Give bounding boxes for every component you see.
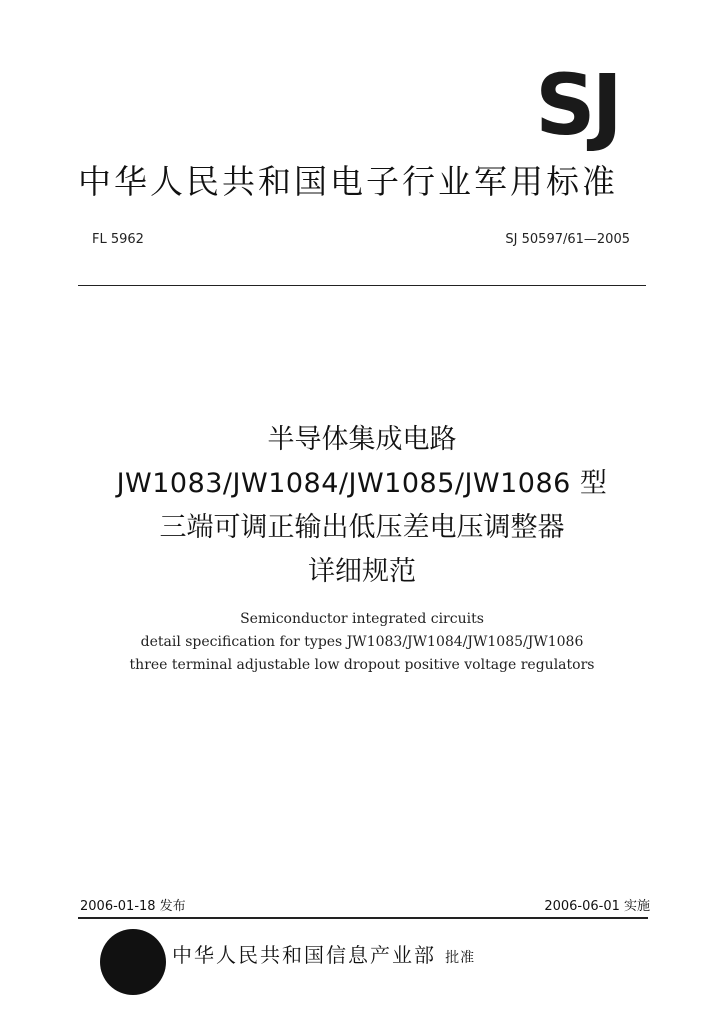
chinese-title [62, 418, 662, 594]
english-title-line-3: three terminal adjustable low dropout positive voltage regulators [129, 657, 595, 673]
standard-number: SJ 50597/61—2005 [505, 232, 630, 247]
effective-date: 2006-06-01 实施 [544, 899, 650, 914]
issuing-authority [172, 940, 572, 973]
english-title [62, 608, 662, 677]
seal-emblem [100, 929, 166, 995]
dates-row [80, 898, 650, 915]
standard-category-title: 中华人民共和国电子行业军用标准 [78, 162, 618, 201]
footer-divider [78, 917, 648, 919]
title-line-4: 详细规范 [308, 556, 416, 587]
issuer-approval: 批准 [445, 950, 476, 966]
title-line-2: JW1083/JW1084/JW1085/JW1086 型 [116, 468, 608, 499]
sj-logo: SJ [535, 56, 619, 154]
issuer-name: 中华人民共和国信息产业部 [172, 943, 436, 967]
issue-date: 2006-01-18 发布 [80, 899, 186, 914]
english-title-line-1: Semiconductor integrated circuits [240, 611, 484, 627]
title-line-3: 三端可调正输出低压差电压调整器 [159, 512, 565, 543]
title-line-1: 半导体集成电路 [267, 424, 457, 455]
header-meta-row [92, 232, 630, 248]
english-title-line-2: detail specification for types JW1083/JW1084/JW1085/JW1086 [140, 634, 584, 650]
header-divider [78, 285, 646, 286]
classification-code: FL 5962 [92, 232, 144, 247]
